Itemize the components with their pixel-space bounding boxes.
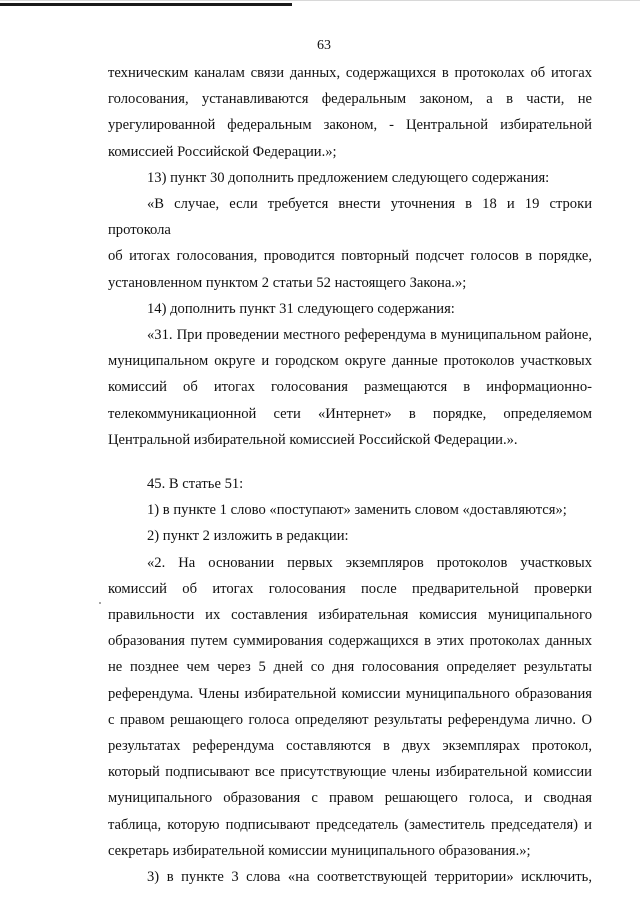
- paragraph-item-2: [108, 523, 592, 549]
- text-line: не позднее чем через 5 дней со дня голосования определяет результаты: [108, 659, 592, 676]
- paragraph-quote-13: [108, 191, 592, 296]
- paragraph-quote-31: [108, 322, 592, 453]
- text-line: результатах референдума составляются в двух экземплярах протокол,: [108, 738, 592, 755]
- text-line: 13) пункт 30 дополнить предложением следующего содержания:: [147, 169, 550, 186]
- text-line: комиссий об итогах голосования размещаются в информационно-: [108, 379, 592, 396]
- text-line: с правом решающего голоса определяют результаты референдума лично. О: [108, 711, 592, 728]
- text-line: об итогах голосования, проводится повторный подсчет голосов в порядке,: [108, 248, 592, 265]
- text-line: референдума. Члены избирательной комиссии муниципального образования: [108, 685, 592, 702]
- paragraph-item-14: [108, 296, 592, 322]
- text-line: голосования, устанавливаются федеральным законом, а в части, не: [108, 91, 592, 108]
- text-line: «2. На основании первых экземпляров протоколов участковых: [147, 554, 592, 571]
- text-line: 2) пункт 2 изложить в редакции:: [147, 528, 349, 545]
- paragraph-item-3: [108, 864, 592, 890]
- page-number: 63: [317, 38, 331, 53]
- text-line: «31. При проведении местного референдума в муниципальном районе,: [147, 327, 592, 344]
- paragraph-item-13: [108, 165, 592, 191]
- text-line: муниципальном округе и городском округе данные протоколов участковых: [108, 353, 592, 370]
- text-line: Центральной избирательной комиссией Российской Федерации.».: [108, 431, 518, 448]
- text-line: 3) в пункте 3 слова «на соответствующей территории» исключить,: [147, 869, 592, 886]
- scan-speck: [99, 602, 101, 604]
- text-line: телекоммуникационной сети «Интернет» в порядке, определяемом: [108, 405, 592, 422]
- text-line: который подписывают все присутствующие члены избирательной комиссии: [108, 764, 592, 781]
- paragraph-article-45: [108, 471, 592, 497]
- section-gap: [108, 453, 592, 471]
- text-line: техническим каналам связи данных, содержащихся в протоколах об итогах: [108, 65, 592, 81]
- text-line: урегулированной федеральным законом, - Центральной избирательной: [108, 117, 592, 134]
- paragraph-quote-2: [108, 550, 592, 864]
- text-line: 14) дополнить пункт 31 следующего содержания:: [147, 300, 455, 317]
- text-line: правильности их составления избирательная комиссия муниципального: [108, 607, 592, 624]
- paragraph-continuation: [108, 60, 592, 165]
- scan-top-rule: [0, 3, 292, 6]
- text-line: секретарь избирательной комиссии муниципального образования.»;: [108, 842, 531, 859]
- text-line: комиссий об итогах голосования после предварительной проверки: [108, 580, 592, 597]
- text-line: установленном пунктом 2 статьи 52 настоящего Закона.»;: [108, 274, 467, 291]
- text-line: 1) в пункте 1 слово «поступают» заменить словом «доставляются»;: [147, 502, 567, 519]
- text-line: таблица, которую подписывают председатель (заместитель председателя) и: [108, 816, 592, 833]
- text-line: комиссией Российской Федерации.»;: [108, 143, 337, 160]
- scan-edge: [0, 0, 640, 1]
- text-line: образования путем суммирования содержащихся в этих протоколах данных: [108, 633, 592, 650]
- paragraph-item-1: [108, 497, 592, 523]
- text-line: «В случае, если требуется внести уточнения в 18 и 19 строки протокола: [108, 196, 592, 239]
- text-line: муниципального образования с правом решающего голоса, и сводная: [108, 790, 592, 807]
- document-body: [108, 60, 592, 890]
- text-line: 45. В статье 51:: [147, 476, 244, 493]
